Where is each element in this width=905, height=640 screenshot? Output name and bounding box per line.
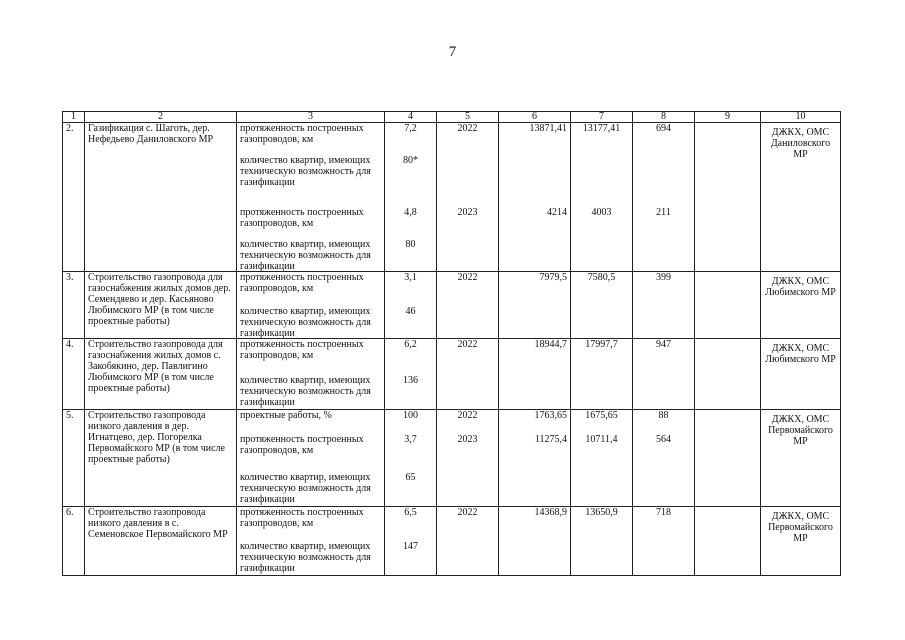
indicator-value-cell [385,339,437,410]
executor-cell [761,339,841,410]
total-funding [502,239,567,271]
regional-funding-cell [571,507,633,576]
regional-funding: 10711,4 [585,434,618,445]
indicator: количество квартир, имеющих техническую возможность для газификации [240,541,371,574]
column-header: 7 [571,112,633,123]
total-funding-cell [499,272,571,339]
municipal-funding [636,375,691,409]
indicator-value: 6,5 [404,507,417,518]
municipal-funding: 88 [658,410,669,421]
year: 2022 [457,339,478,350]
event-name-cell [85,339,237,410]
regional-funding: 13650,9 [585,507,618,518]
total-funding: 18944,7 [534,339,567,350]
column-header: 9 [695,112,761,123]
total-funding: 7979,5 [539,272,567,283]
event-name: Газификация с. Шаготь, дер. Нефедьево Даниловского МР [88,123,214,145]
total-funding: 1763,65 [534,410,567,421]
indicator-value: 4,8 [404,207,417,218]
executor-cell [761,507,841,576]
indicator: количество квартир, имеющих техническую возможность для газификации [240,239,371,271]
row-number: 2. [66,123,74,134]
row-number-cell [63,272,85,339]
year [440,541,495,575]
total-funding: 14368,9 [534,507,567,518]
total-funding-cell [499,123,571,272]
column-9-cell [695,339,761,410]
total-funding-cell [499,339,571,410]
year: 2022 [457,507,478,518]
table-row [63,410,841,507]
column-header: 5 [437,112,499,123]
municipal-funding: 718 [656,507,671,518]
column-9-cell [695,507,761,576]
indicator-value: 147 [403,541,418,552]
indicator-value-cell [385,410,437,507]
indicator-value: 100 [403,410,418,421]
regional-funding [574,306,629,338]
municipal-funding: 694 [656,123,671,134]
year [440,239,495,271]
table-row [63,507,841,576]
total-funding: 13871,41 [529,123,567,134]
year [440,472,495,506]
event-name: Строительство газопровода для газоснабжения жилых домов с. Закобякино, дер. Павлигино Любимского МР (в том числе проектные работы) [88,339,223,394]
column-header: 10 [761,112,841,123]
column-header: 2 [85,112,237,123]
year-cell [437,507,499,576]
year-cell [437,410,499,507]
total-funding-cell [499,507,571,576]
indicator-value: 46 [405,306,416,317]
year-cell [437,339,499,410]
row-number-cell [63,507,85,576]
indicator-value: 65 [405,472,416,483]
row-number-cell [63,410,85,507]
year: 2023 [457,434,478,445]
municipal-funding: 399 [656,272,671,283]
regional-funding [574,239,629,271]
municipal-funding-cell [633,507,695,576]
indicator-value: 80 [405,239,416,250]
total-funding: 4214 [547,207,567,218]
regional-funding: 17997,7 [585,339,618,350]
column-9-cell [695,123,761,272]
municipal-funding [636,541,691,575]
table-row [63,123,841,272]
year: 2023 [457,207,478,218]
total-funding-cell [499,410,571,507]
table-row [63,339,841,410]
regional-funding: 4003 [591,207,612,218]
event-name-cell [85,272,237,339]
indicator-cell [237,272,385,339]
year: 2022 [457,123,478,134]
year: 2022 [457,410,478,421]
column-9-cell [695,272,761,339]
regional-funding [574,541,629,575]
indicator: протяженность построенных газопроводов, км [240,207,364,229]
indicator: протяженность построенных газопроводов, км [240,339,364,361]
year-cell [437,272,499,339]
indicator: протяженность построенных газопроводов, км [240,507,364,529]
event-name-cell [85,410,237,507]
row-number-cell [63,339,85,410]
year [440,155,495,207]
indicator-value: 136 [403,375,418,386]
municipal-funding-cell [633,272,695,339]
event-name: Строительство газопровода низкого давления в дер. Игнатцево, дер. Погорелка Первомайского МР (в том числе проектные работы) [88,410,225,465]
regional-funding [574,155,629,207]
indicator-value-cell [385,272,437,339]
year [440,375,495,409]
row-number: 4. [66,339,74,350]
indicator-cell [237,123,385,272]
program-table [62,111,841,576]
indicator-value-cell [385,123,437,272]
indicator-value: 3,1 [404,272,417,283]
indicator: количество квартир, имеющих техническую возможность для газификации [240,472,371,505]
column-9-cell [695,410,761,507]
column-header: 8 [633,112,695,123]
row-number: 6. [66,507,74,518]
executor-cell [761,272,841,339]
total-funding [502,306,567,338]
year-cell [437,123,499,272]
executor: ДЖКХ, ОМС Любимского МР [765,276,836,298]
event-name: Строительство газопровода для газоснабжения жилых домов дер. Семендяево и дер. Касьяново Любимского МР (в том числе проектные работы) [88,272,231,327]
executor-cell [761,123,841,272]
municipal-funding [636,155,691,207]
indicator: количество квартир, имеющих техническую возможность для газификации [240,375,371,408]
event-name: Строительство газопровода низкого давления в с. Семеновское Первомайского МР [88,507,228,540]
indicator-cell [237,507,385,576]
year: 2022 [457,272,478,283]
regional-funding-cell [571,272,633,339]
regional-funding: 13177,41 [582,123,621,134]
indicator: количество квартир, имеющих техническую возможность для газификации [240,306,371,338]
municipal-funding-cell [633,339,695,410]
indicator: протяженность построенных газопроводов, км [240,272,364,294]
municipal-funding [636,306,691,338]
municipal-funding [636,239,691,271]
indicator-value: 3,7 [404,434,417,445]
indicator-value: 80* [403,155,418,166]
column-header: 6 [499,112,571,123]
executor: ДЖКХ, ОМС Любимского МР [765,343,836,365]
indicator: количество квартир, имеющих техническую возможность для газификации [240,155,371,188]
regional-funding: 1675,65 [585,410,618,421]
total-funding [502,541,567,575]
total-funding [502,375,567,409]
total-funding: 11275,4 [534,434,567,445]
indicator-value-cell [385,507,437,576]
total-funding [502,155,567,207]
regional-funding-cell [571,339,633,410]
page-number: 7 [448,44,457,60]
indicator-cell [237,410,385,507]
executor-cell [761,410,841,507]
column-header: 4 [385,112,437,123]
indicator: протяженность построенных газопроводов, км [240,434,364,456]
regional-funding [574,375,629,409]
column-number-row [63,112,841,123]
municipal-funding-cell [633,410,695,507]
regional-funding-cell [571,123,633,272]
row-number: 5. [66,410,74,421]
total-funding [502,472,567,506]
event-name-cell [85,123,237,272]
executor: ДЖКХ, ОМС Первомайского МР [768,511,833,544]
row-number: 3. [66,272,74,283]
municipal-funding-cell [633,123,695,272]
municipal-funding: 211 [656,207,671,218]
row-number-cell [63,123,85,272]
table-row [63,272,841,339]
indicator: протяженность построенных газопроводов, км [240,123,364,145]
indicator-value: 7,2 [404,123,417,134]
executor: ДЖКХ, ОМС Первомайского МР [768,414,833,447]
regional-funding-cell [571,410,633,507]
municipal-funding: 564 [656,434,671,445]
executor: ДЖКХ, ОМС Даниловского МР [770,127,831,160]
event-name-cell [85,507,237,576]
regional-funding: 7580,5 [587,272,616,283]
municipal-funding: 947 [656,339,671,350]
column-header: 3 [237,112,385,123]
regional-funding [574,472,629,506]
indicator: проектные работы, % [240,410,332,421]
year [440,306,495,338]
indicator-cell [237,339,385,410]
indicator-value: 6,2 [404,339,417,350]
municipal-funding [636,472,691,506]
column-header: 1 [63,112,85,123]
